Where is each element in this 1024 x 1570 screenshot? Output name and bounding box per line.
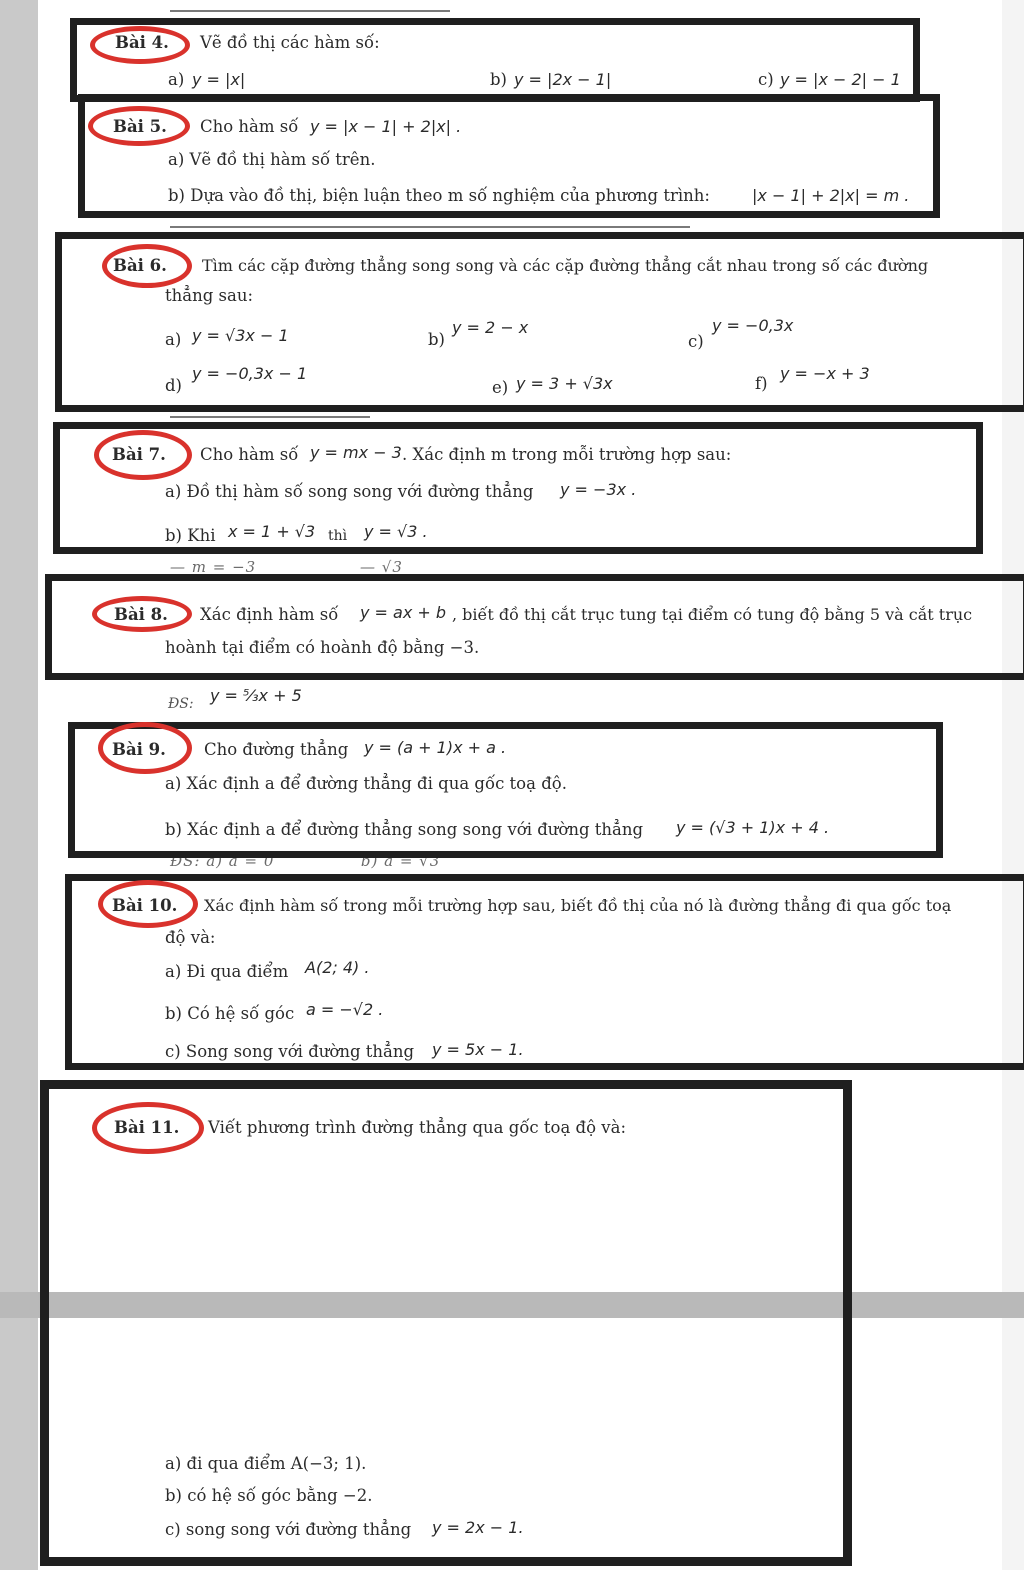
formula: y = −0,3x [712, 316, 794, 335]
exercise-title: Tìm các cặp đường thẳng song song và các cặp đường thẳng cắt nhau trong số các đường [202, 256, 929, 275]
formula: y = |x − 2| − 1 [780, 70, 901, 89]
item-prefix: c) [758, 70, 774, 89]
sub-question: a) Đi qua điểm [165, 962, 289, 981]
exercise-title: Vẽ đồ thị các hàm số: [200, 33, 380, 52]
formula: y = √3 . [364, 522, 428, 541]
formula: y = √3x − 1 [192, 326, 289, 345]
exercise-label: Bài 10. [112, 896, 178, 915]
formula: y = (√3 + 1)x + 4 . [676, 818, 830, 837]
answer-formula: y = ⁵⁄₃x + 5 [210, 686, 302, 705]
formula: y = −0,3x − 1 [192, 364, 308, 383]
formula: y = ax + b [360, 603, 447, 622]
sub-question: a) Vẽ đồ thị hàm số trên. [168, 150, 376, 169]
formula: y = 2 − x [452, 318, 529, 337]
formula: y = 2x − 1. [432, 1518, 524, 1537]
exercise-label: Bài 7. [112, 445, 166, 464]
exercise-title-cont: độ và: [165, 928, 216, 947]
exercise-title: Cho hàm số [200, 117, 299, 136]
item-prefix: d) [165, 376, 182, 395]
exercise-label: Bài 4. [115, 33, 169, 52]
exercise-title: Cho đường thẳng [204, 740, 349, 759]
formula: y = |x − 1| + 2|x| . [310, 117, 462, 136]
formula: a = −√2 . [306, 1000, 384, 1019]
formula: |x − 1| + 2|x| = m . [752, 186, 910, 205]
left-margin-strip [0, 0, 38, 1570]
exercise-box-bai8 [45, 574, 1024, 680]
item-prefix: f) [755, 374, 768, 393]
exercise-label: Bài 5. [113, 117, 167, 136]
item-prefix: a) [165, 330, 182, 349]
formula: x = 1 + √3 [228, 522, 316, 541]
residual-answer-bai7: — m = −3 — √3 [170, 558, 403, 576]
exercise-label: Bài 6. [113, 256, 167, 275]
formula: y = (a + 1)x + a . [364, 738, 507, 757]
formula: A(2; 4) . [305, 958, 370, 977]
formula: y = mx − 3 [310, 443, 402, 462]
exercise-title-rest: . Xác định m trong mỗi trường hợp sau: [402, 445, 732, 464]
item-prefix: b) [490, 70, 507, 89]
formula: y = 3 + √3x [516, 374, 613, 393]
sub-question: b) Dựa vào đồ thị, biện luận theo m số nghiệm của phương trình: [168, 186, 710, 205]
sub-question: a) Đồ thị hàm số song song với đường thẳng [165, 482, 534, 501]
residual-stroke [170, 226, 690, 228]
formula: y = −3x . [560, 480, 637, 499]
formula: y = |2x − 1| [514, 70, 612, 89]
residual-stroke [170, 10, 450, 12]
item-prefix: c) [688, 332, 704, 351]
sub-question: c) song song với đường thẳng [165, 1520, 412, 1539]
exercise-title: Viết phương trình đường thẳng qua gốc toạ độ và: [208, 1118, 627, 1137]
exercise-title: Xác định hàm số trong mỗi trường hợp sau, biết đồ thị của nó là đường thẳng đi qua gốc toạ [204, 896, 952, 915]
exercise-label: Bài 11. [114, 1118, 180, 1137]
residual-stroke [170, 416, 370, 418]
answer-prefix: ĐS: [168, 696, 194, 712]
sub-question: b) Xác định a để đường thẳng song song với đường thẳng [165, 820, 644, 839]
sub-question: a) đi qua điểm A(−3; 1). [165, 1454, 367, 1473]
residual-answer-bai9: ĐS: a) a = 0 b) a = √3 [170, 852, 441, 870]
sub-question-text: thì [328, 528, 348, 544]
formula: y = |x| [192, 70, 246, 89]
sub-question: b) Khi [165, 526, 216, 545]
sub-question: c) Song song với đường thẳng [165, 1042, 415, 1061]
exercise-label: Bài 9. [112, 740, 166, 759]
exercise-title-cont: hoành tại điểm có hoành độ bằng −3. [165, 638, 480, 657]
item-prefix: e) [492, 378, 509, 397]
sub-question: b) có hệ số góc bằng −2. [165, 1486, 373, 1505]
exercise-label: Bài 8. [114, 605, 168, 624]
formula: y = 5x − 1. [432, 1040, 524, 1059]
sub-question: b) Có hệ số góc [165, 1004, 295, 1023]
exercise-title: Cho hàm số [200, 445, 299, 464]
exercise-title-cont: thẳng sau: [165, 286, 254, 305]
item-prefix: b) [428, 330, 445, 349]
formula: y = −x + 3 [780, 364, 870, 383]
exercise-title-rest: , biết đồ thị cắt trục tung tại điểm có tung độ bằng 5 và cắt trục [452, 605, 973, 624]
item-prefix: a) [168, 70, 185, 89]
sub-question: a) Xác định a để đường thẳng đi qua gốc toạ độ. [165, 774, 567, 793]
exercise-title: Xác định hàm số [200, 605, 339, 624]
